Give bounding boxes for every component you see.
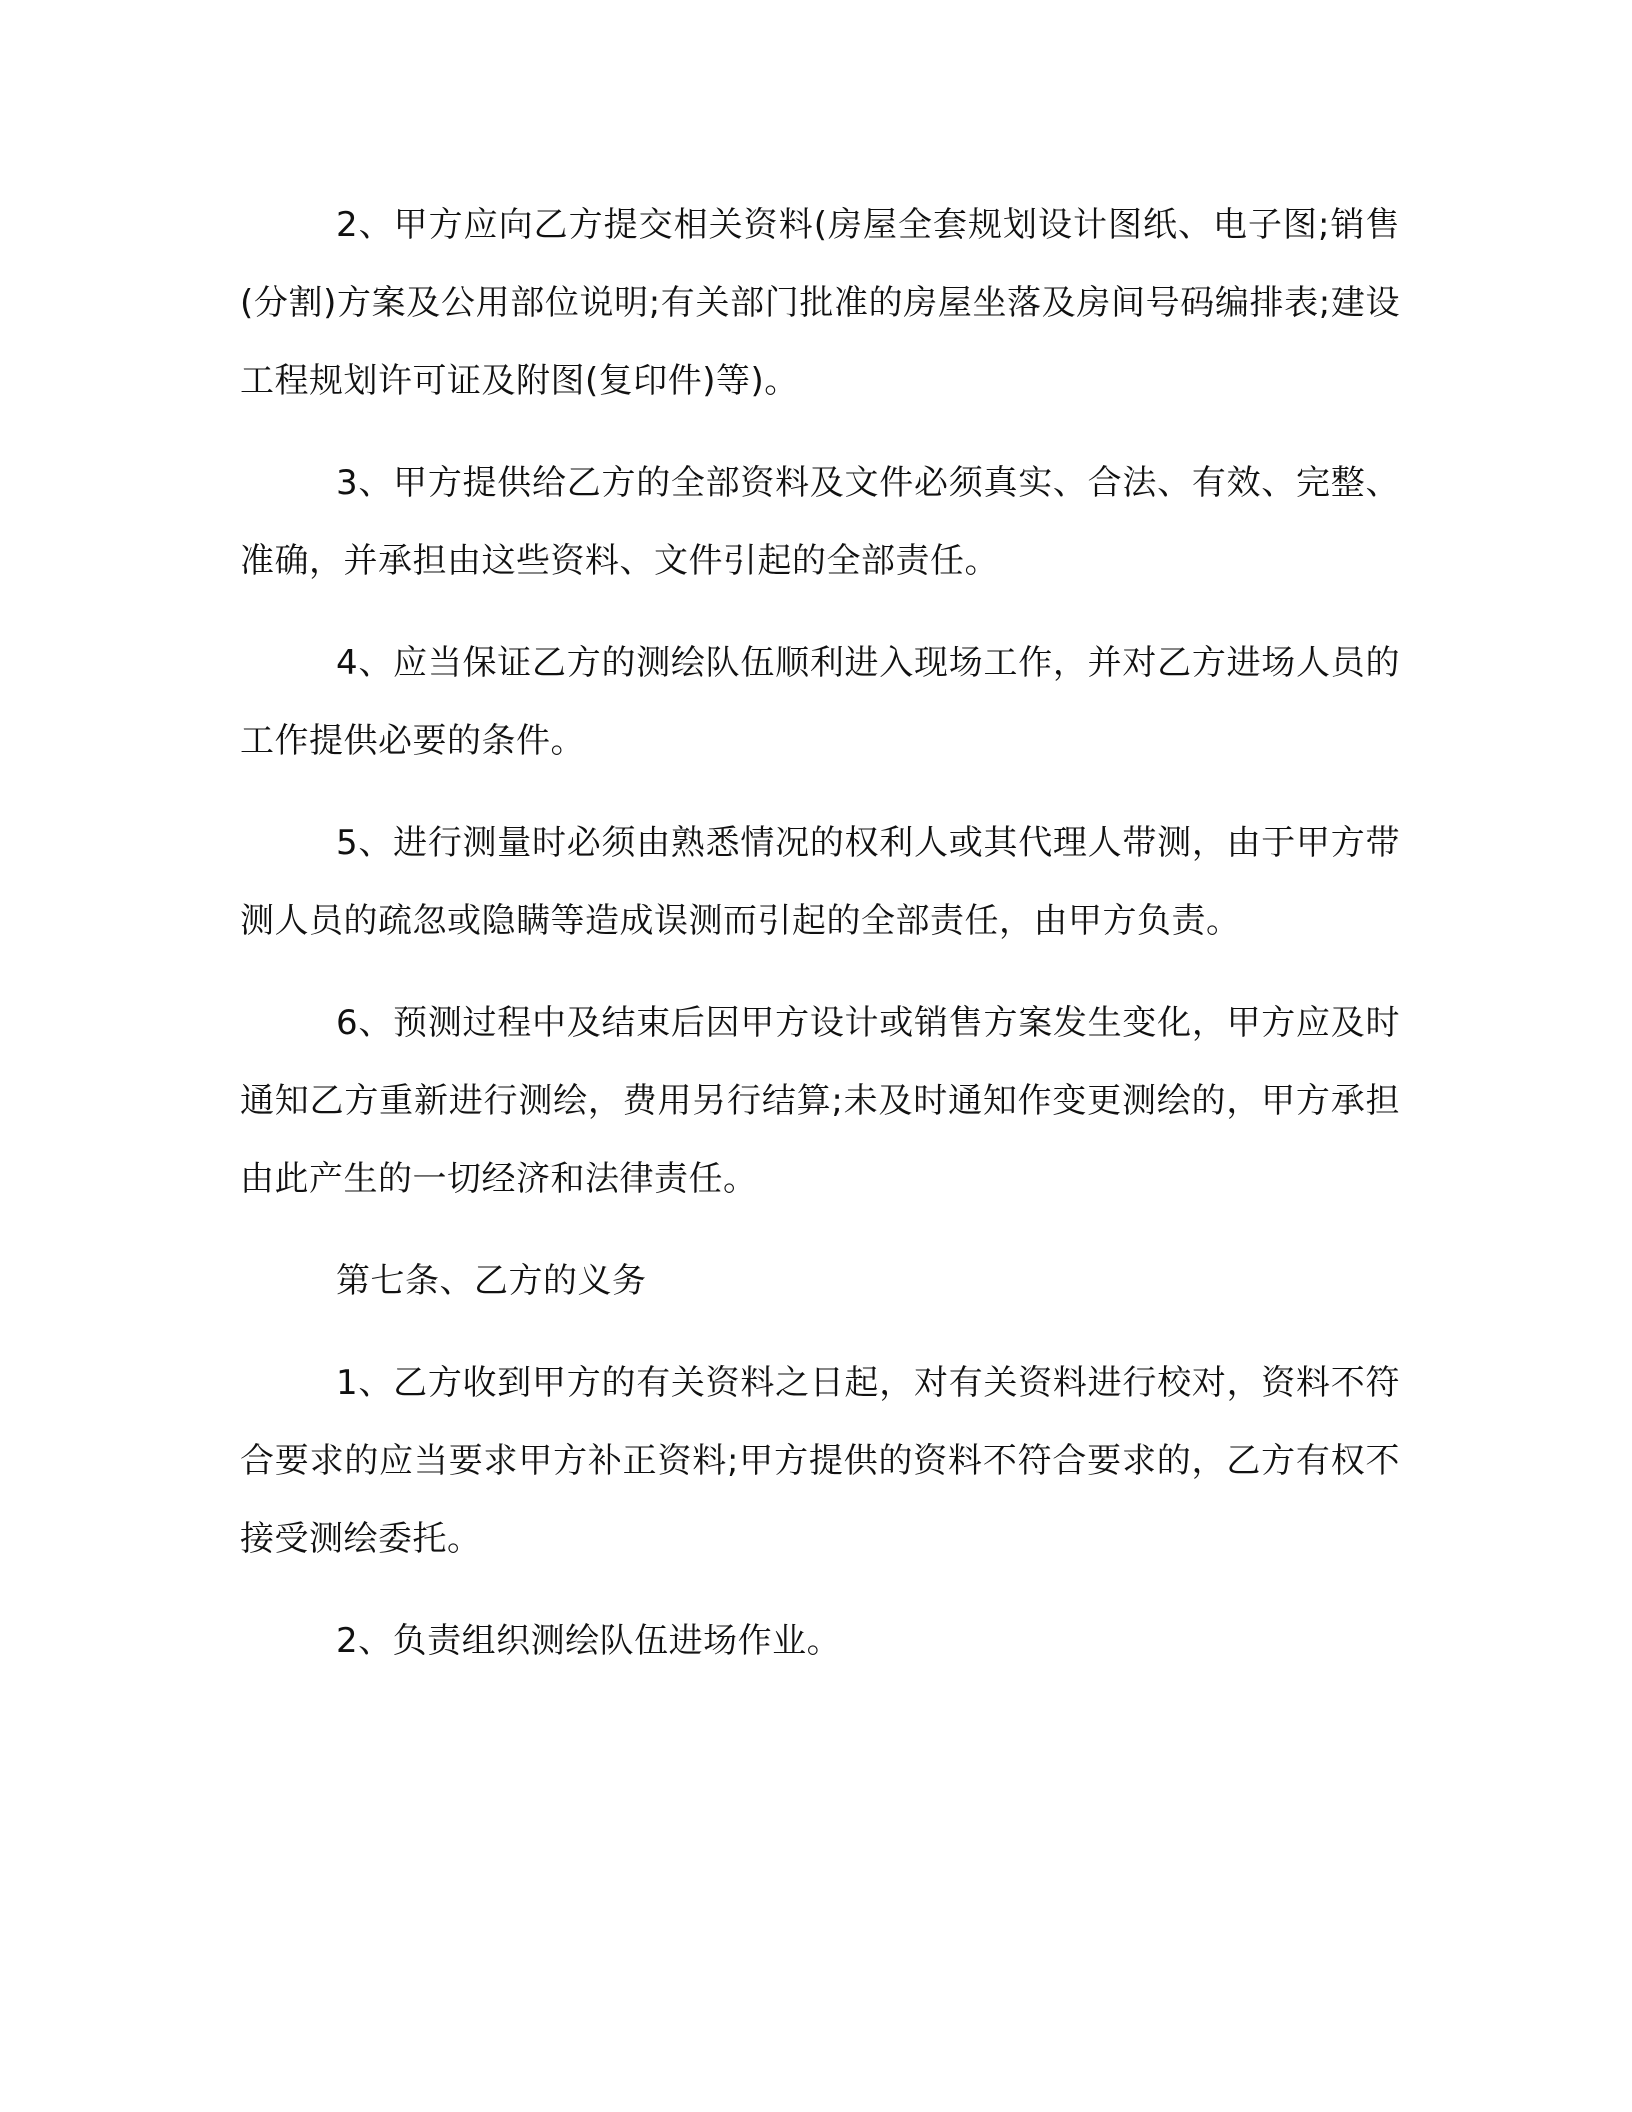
obligation-paragraph-1: 1、乙方收到甲方的有关资料之日起，对有关资料进行校对，资料不符合要求的应当要求甲方补正资料;甲方提供的资料不符合要求的，乙方有权不接受测绘委托。 bbox=[240, 1363, 1400, 1559]
obligation-paragraph-2: 2、负责组织测绘队伍进场作业。 bbox=[336, 1621, 842, 1661]
article-heading: 第七条、乙方的义务 bbox=[336, 1261, 647, 1301]
clause-paragraph-5: 5、进行测量时必须由熟悉情况的权利人或其代理人带测，由于甲方带测人员的疏忽或隐瞒等造成误测而引起的全部责任，由甲方负责。 bbox=[240, 823, 1400, 941]
clause-paragraph-4: 4、应当保证乙方的测绘队伍顺利进入现场工作，并对乙方进场人员的工作提供必要的条件。 bbox=[240, 643, 1400, 761]
clause-paragraph-2: 2、甲方应向乙方提交相关资料(房屋全套规划设计图纸、电子图;销售(分割)方案及公用部位说明;有关部门批准的房屋坐落及房间号码编排表;建设工程规划许可证及附图(复印件)等)。 bbox=[240, 205, 1400, 401]
clause-paragraph-3: 3、甲方提供给乙方的全部资料及文件必须真实、合法、有效、完整、准确，并承担由这些资料、文件引起的全部责任。 bbox=[240, 463, 1400, 581]
clause-paragraph-6: 6、预测过程中及结束后因甲方设计或销售方案发生变化，甲方应及时通知乙方重新进行测绘，费用另行结算;未及时通知作变更测绘的，甲方承担由此产生的一切经济和法律责任。 bbox=[240, 1003, 1400, 1199]
document-body bbox=[240, 186, 1400, 1704]
